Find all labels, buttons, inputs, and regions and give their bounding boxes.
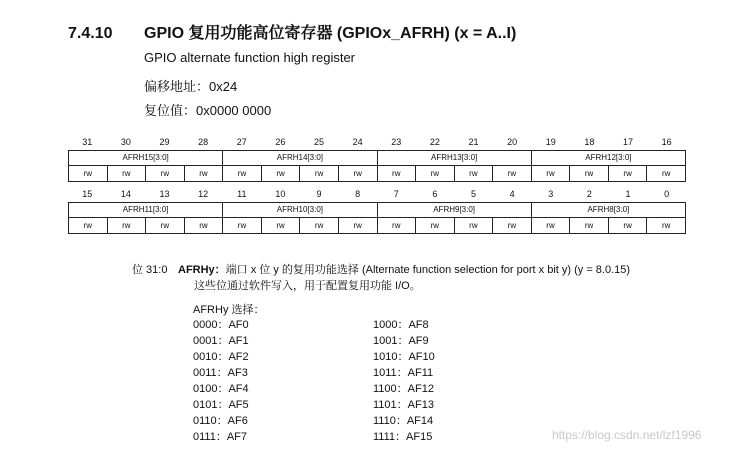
register-field: AFRH10[3:0] — [223, 203, 377, 217]
af-item: 0001：AF1 — [193, 335, 249, 347]
af-item: 0110：AF6 — [193, 415, 248, 427]
access-cell: rw — [69, 218, 108, 233]
register-field: AFRH14[3:0] — [223, 151, 377, 165]
bit-number: 19 — [545, 137, 556, 147]
bit-number: 22 — [429, 137, 440, 147]
bit-range: 位 31:0 — [132, 264, 168, 276]
access-cell: rw — [146, 218, 185, 233]
bit-number: 2 — [586, 189, 592, 199]
bit-number: 29 — [159, 137, 170, 147]
af-item: 1100：AF12 — [373, 383, 434, 395]
bit-number: 1 — [625, 189, 631, 199]
af-list-right — [373, 317, 435, 445]
bit-number: 27 — [236, 137, 247, 147]
access-cell: rw — [339, 166, 378, 181]
af-item: 0111：AF7 — [193, 431, 248, 443]
af-item: 1011：AF11 — [373, 367, 434, 379]
access-cell: rw — [223, 166, 262, 181]
register-field: AFRH9[3:0] — [378, 203, 532, 217]
upper-bit-numbers — [68, 137, 686, 147]
bit-number: 8 — [355, 189, 361, 199]
access-cell: rw — [532, 166, 571, 181]
bit-number: 30 — [120, 137, 131, 147]
register-subtitle: GPIO alternate function high register — [144, 50, 356, 65]
register-field: AFRH12[3:0] — [532, 151, 686, 165]
af-item: 1000：AF8 — [373, 319, 429, 331]
bit-number: 15 — [82, 189, 93, 199]
access-cell: rw — [455, 166, 494, 181]
field-name: AFRHy： — [178, 264, 226, 276]
bit-number: 16 — [661, 137, 672, 147]
af-item: 1001：AF9 — [373, 335, 429, 347]
upper-field-row — [68, 150, 686, 166]
bit-number: 11 — [237, 189, 247, 199]
access-cell: rw — [609, 166, 648, 181]
upper-access-row — [68, 166, 686, 182]
register-field: AFRH11[3:0] — [69, 203, 223, 217]
register-field: AFRH13[3:0] — [378, 151, 532, 165]
access-cell: rw — [185, 166, 224, 181]
af-item: 0000：AF0 — [193, 319, 249, 331]
bit-number: 14 — [120, 189, 131, 199]
access-cell: rw — [262, 166, 301, 181]
access-cell: rw — [69, 166, 108, 181]
access-cell: rw — [223, 218, 262, 233]
bit-number: 24 — [352, 137, 363, 147]
bit-number: 12 — [198, 189, 209, 199]
bit-number: 0 — [664, 189, 670, 199]
bit-number: 9 — [316, 189, 322, 199]
lower-bit-numbers — [68, 189, 686, 199]
watermark: https://blog.csdn.net/lzf1996 — [552, 428, 702, 442]
af-item: 1111：AF15 — [373, 431, 433, 443]
access-cell: rw — [262, 218, 301, 233]
bit-number: 6 — [432, 189, 438, 199]
bit-number: 4 — [509, 189, 515, 199]
section-number: 7.4.10 — [68, 25, 113, 42]
bit-number: 31 — [82, 137, 93, 147]
af-list-left — [193, 317, 249, 445]
lower-access-row — [68, 218, 686, 234]
access-cell: rw — [532, 218, 571, 233]
af-item: 0010：AF2 — [193, 351, 249, 363]
af-item: 0011：AF3 — [193, 367, 248, 379]
bit-number: 18 — [584, 137, 595, 147]
af-item: 1010：AF10 — [373, 351, 435, 363]
access-cell: rw — [300, 218, 339, 233]
access-cell: rw — [378, 166, 417, 181]
bit-number: 23 — [391, 137, 402, 147]
access-cell: rw — [570, 166, 609, 181]
access-cell: rw — [185, 218, 224, 233]
bit-number: 20 — [507, 137, 518, 147]
bit-number: 28 — [198, 137, 209, 147]
register-field: AFRH8[3:0] — [532, 203, 686, 217]
bit-number: 26 — [275, 137, 286, 147]
af-item: 0101：AF5 — [193, 399, 249, 411]
bit-number: 5 — [471, 189, 477, 199]
access-cell: rw — [493, 218, 532, 233]
field-description: 端口 x 位 y 的复用功能选择 (Alternate function selection for port x bit y) (y = 8.0.15) — [225, 264, 631, 276]
af-item: 0100：AF4 — [193, 383, 249, 395]
access-cell: rw — [108, 218, 147, 233]
section-title: GPIO 复用功能高位寄存器 (GPIOx_AFRH) (x = A..I) — [144, 25, 517, 42]
bit-number: 7 — [393, 189, 399, 199]
access-cell: rw — [416, 218, 455, 233]
bit-number: 10 — [275, 189, 286, 199]
access-cell: rw — [609, 218, 648, 233]
access-cell: rw — [108, 166, 147, 181]
access-cell: rw — [378, 218, 417, 233]
bit-number: 13 — [159, 189, 170, 199]
reset-value: 复位值：0x0000 0000 — [144, 103, 272, 118]
access-cell: rw — [647, 166, 686, 181]
bit-number: 3 — [548, 189, 554, 199]
lower-field-row — [68, 202, 686, 218]
af-item: 1110：AF14 — [373, 415, 434, 427]
bit-number: 25 — [314, 137, 325, 147]
register-field: AFRH15[3:0] — [69, 151, 223, 165]
access-cell: rw — [493, 166, 532, 181]
bit-number: 17 — [623, 137, 634, 147]
offset-address: 偏移地址：0x24 — [144, 79, 238, 94]
access-cell: rw — [146, 166, 185, 181]
af-item: 1101：AF13 — [373, 399, 434, 411]
access-cell: rw — [300, 166, 339, 181]
access-cell: rw — [647, 218, 686, 233]
access-cell: rw — [455, 218, 494, 233]
bit-description — [132, 261, 630, 277]
section-heading — [68, 20, 516, 43]
field-description-line2: 这些位通过软件写入，用于配置复用功能 I/O。 — [194, 280, 421, 292]
bit-number: 21 — [468, 137, 479, 147]
access-cell: rw — [570, 218, 609, 233]
access-cell: rw — [339, 218, 378, 233]
access-cell: rw — [416, 166, 455, 181]
selection-title: AFRHy 选择： — [193, 304, 265, 316]
